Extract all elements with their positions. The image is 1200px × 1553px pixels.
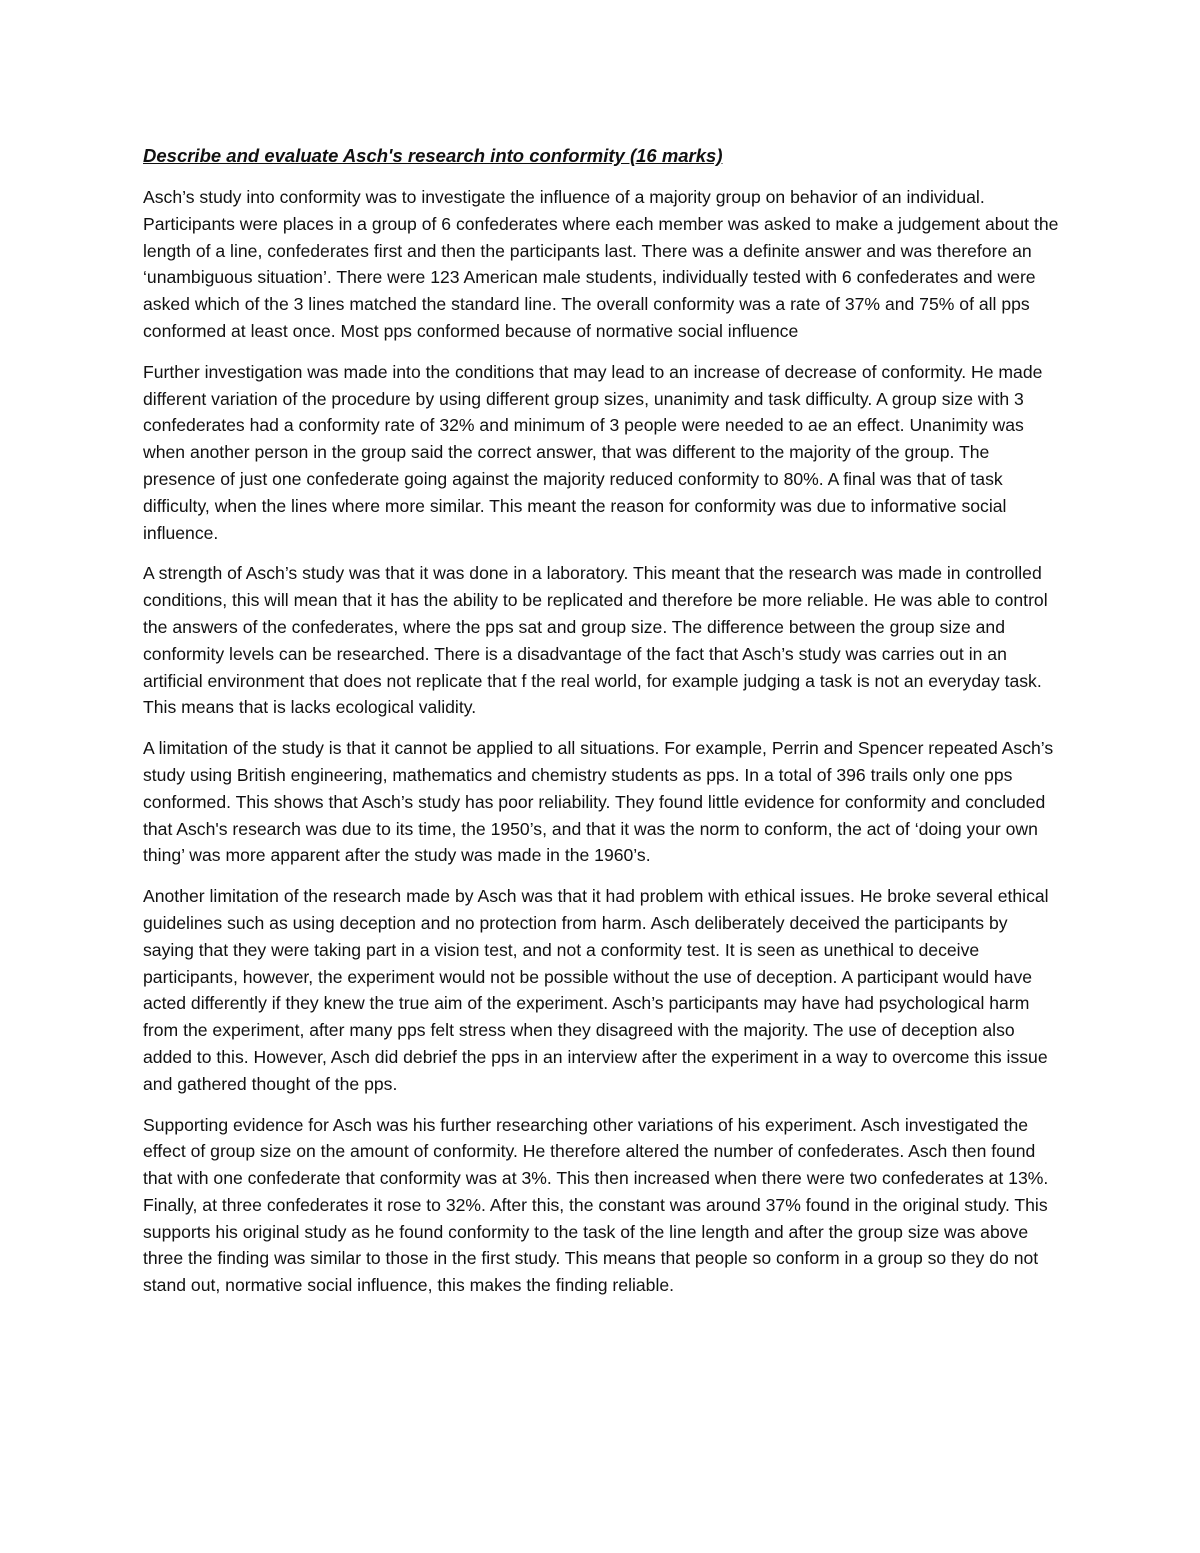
document-body [143,142,1063,1313]
paragraph-limitation-ethics: Another limitation of the research made by Asch was that it had problem with ethical issues. He broke several ethical guidelines such as using deception and no protection from harm. Asch deliberately deceived the participants by saying that they were taking part in a vision test, and not a conformity test. It is seen as unethical to deceive participants, however, the experiment would not be possible without the use of deception. A participant would have acted differently if they knew the true aim of the experiment. Asch’s participants may have had psychological harm from the experiment, after many pps felt stress when they disagreed with the majority. The use of deception also added to this. However, Asch did debrief the pps in an interview after the experiment in a way to overcome this issue and gathered thought of the pps. [143,886,1049,1094]
document-title: Describe and evaluate Asch's research into conformity (16 marks) [143,145,723,166]
paragraph-supporting-evidence: Supporting evidence for Asch was his further researching other variations of his experiment. Asch investigated the effect of group size on the amount of conformity. He therefore altered the number of confederates. Asch then found that with one confederate that conformity was at 3%. This then increased when there were two confederates at 13%. Finally, at three confederates it rose to 32%. After this, the constant was around 37% found in the original study. This supports his original study as he found conformity to the task of the line length and after the group size was above three the finding was similar to those in the first study. This means that people so conform in a group so they do not stand out, normative social influence, this makes the finding reliable. [143,1114,1049,1296]
paragraph-introduction: Asch’s study into conformity was to investigate the influence of a majority group on behavior of an individual. Participants were places in a group of 6 confederates where each member was asked to make a judgement about the length of a line, confederates first and then the participants last. There was a definite answer and was therefore an ‘unambiguous situation’. There were 123 American male students, individually tested with 6 confederates and were asked which of the 3 lines matched the standard line. The overall conformity was a rate of 37% and 75% of all pps conformed at least once. Most pps conformed because of normative social influence [143,187,1059,341]
paragraph-strength: A strength of Asch’s study was that it was done in a laboratory. This meant that the research was made in controlled conditions, this will mean that it has the ability to be replicated and therefore be more reliable. He was able to control the answers of the confederates, where the pps sat and group size. The difference between the group size and conformity levels can be researched. There is a disadvantage of the fact that Asch’s study was carries out in an artificial environment that does not replicate that f the real world, for example judging a task is not an everyday task. This means that is lacks ecological validity. [143,563,1048,718]
paragraph-limitation-situations: A limitation of the study is that it cannot be applied to all situations. For example, Perrin and Spencer repeated Asch’s study using British engineering, mathematics and chemistry students as pps. In a total of 396 trails only one pps conformed. This shows that Asch’s study has poor reliability. They found little evidence for conformity and concluded that Asch's research was due to its time, the 1950’s, and that it was the norm to conform, the act of ‘doing your own thing’ was more apparent after the study was made in the 1960’s. [143,738,1054,866]
paragraph-variations: Further investigation was made into the conditions that may lead to an increase of decrease of conformity. He made different variation of the procedure by using different group sizes, unanimity and task difficulty. A group size with 3 confederates had a conformity rate of 32% and minimum of 3 people were needed to ae an effect. Unanimity was when another person in the group said the correct answer, that was different to the majority of the group. The presence of just one confederate going against the majority reduced conformity to 80%. A final was that of task difficulty, when the lines where more similar. This meant the reason for conformity was due to informative social influence. [143,361,1043,543]
